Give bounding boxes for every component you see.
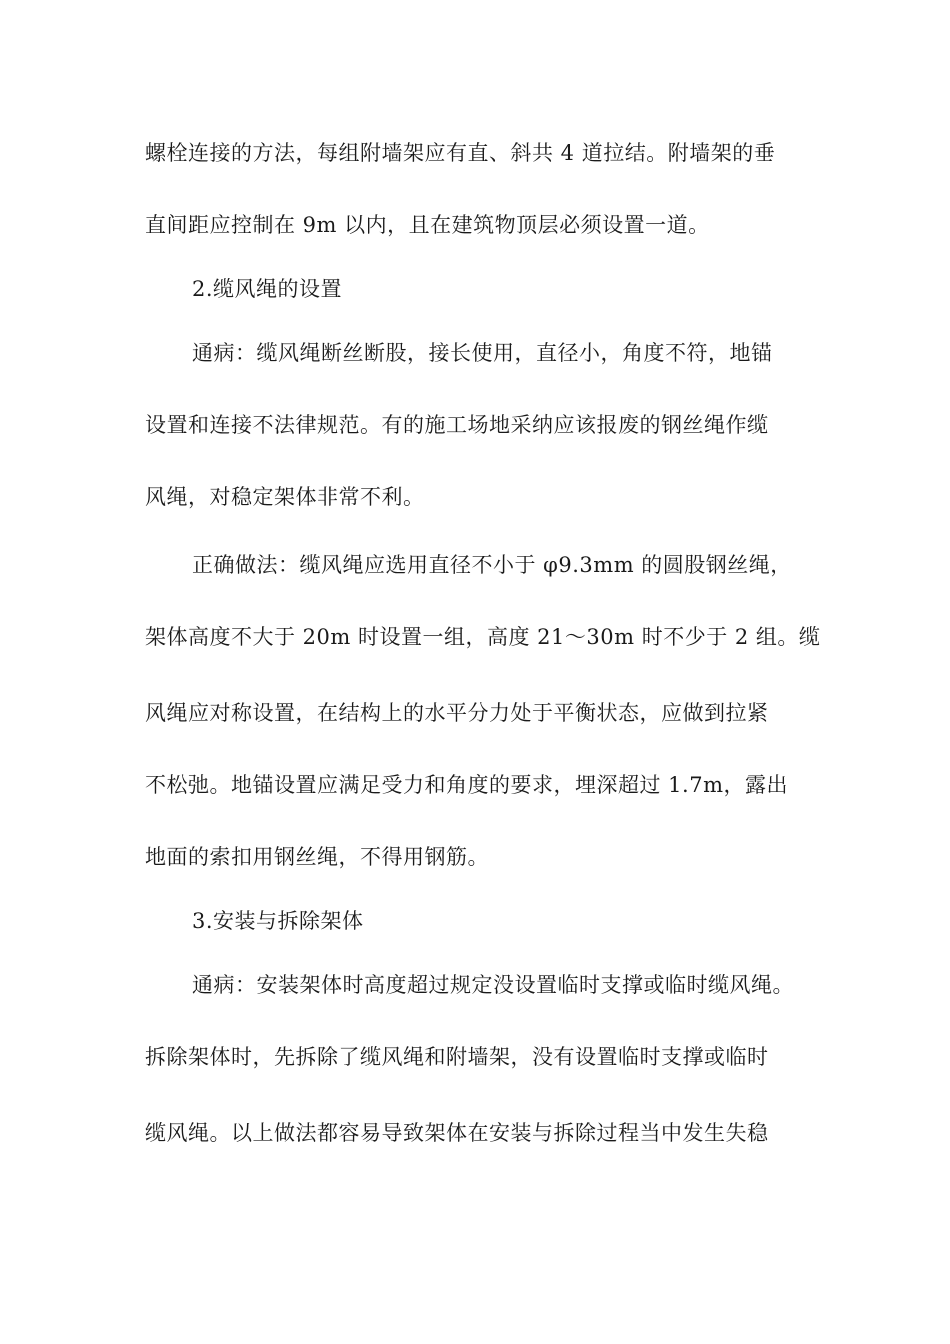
paragraph-line: 不松弛。地锚设置应满足受力和角度的要求，埋深超过 1.7m，露出 bbox=[145, 773, 788, 797]
paragraph-line: 拆除架体时，先拆除了缆风绳和附墙架，没有设置临时支撑或临时 bbox=[145, 1045, 769, 1069]
section-heading: 3.安装与拆除架体 bbox=[192, 909, 364, 933]
paragraph-line: 正确做法：缆风绳应选用直径不小于 φ9.3mm 的圆股钢丝绳， bbox=[192, 553, 792, 577]
paragraph-line: 通病：安装架体时高度超过规定没设置临时支撑或临时缆风绳。 bbox=[192, 973, 794, 997]
paragraph-line: 缆风绳。以上做法都容易导致架体在安装与拆除过程当中发生失稳 bbox=[145, 1121, 769, 1145]
paragraph-line: 螺栓连接的方法，每组附墙架应有直、斜共 4 道拉结。附墙架的垂 bbox=[145, 141, 776, 165]
paragraph-line: 设置和连接不法律规范。有的施工场地采纳应该报废的钢丝绳作缆 bbox=[145, 413, 769, 437]
paragraph-line: 直间距应控制在 9m 以内，且在建筑物顶层必须设置一道。 bbox=[145, 213, 710, 237]
paragraph-line: 地面的索扣用钢丝绳，不得用钢筋。 bbox=[145, 845, 489, 869]
paragraph-line: 架体高度不大于 20m 时设置一组，高度 21～30m 时不少于 2 组。缆 bbox=[145, 625, 821, 649]
paragraph-line: 风绳，对稳定架体非常不利。 bbox=[145, 485, 425, 509]
paragraph-line: 风绳应对称设置，在结构上的水平分力处于平衡状态，应做到拉紧 bbox=[145, 701, 769, 725]
section-heading: 2.缆风绳的设置 bbox=[192, 277, 343, 301]
paragraph-line: 通病：缆风绳断丝断股，接长使用，直径小，角度不符，地锚 bbox=[192, 341, 773, 365]
